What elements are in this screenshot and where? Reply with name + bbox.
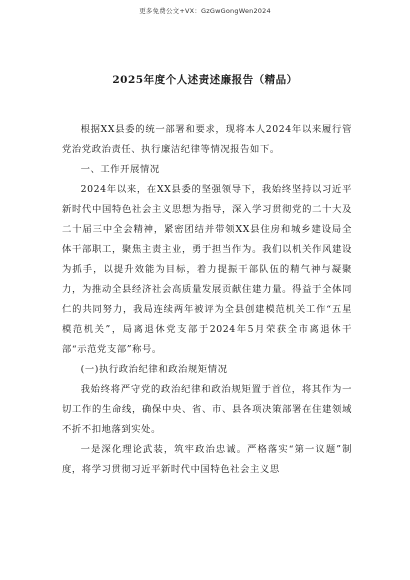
body-paragraph: 我始终将严守党的政治纪律和政治规矩置于首位，将其作为一切工作的生命线，确保中央、省、市、县各项决策部署在住建领域不折不扣地落到实处。 (62, 384, 352, 435)
intro-paragraph: 根据XX县委的统一部署和要求，现将本人2024年以来履行管党治党政治责任、执行廉洁纪律等情况报告如下。 (62, 124, 352, 155)
subsection-heading: (一)执行政治纪律和政治规矩情况 (80, 364, 228, 375)
section-heading: 一、工作开展情况 (80, 164, 160, 175)
document-title: 2025年度个人述责述廉报告（精品） (112, 74, 298, 86)
header-note: 更多免费公文+VX：GzGwGongWen2024 (139, 7, 271, 15)
document-body (62, 120, 352, 480)
body-paragraph: 2024年以来，在XX县委的坚强领导下，我始终坚持以习近平新时代中国特色社会主义思想为指导，深入学习贯彻党的二十大及二十届三中全会精神，紧密团结并带领XX县住房和城乡建设局全体干部职工，聚焦主责主业，勇于担当作为。我们以机关作风建设为抓手，以提升效能为目标，着力提振干部队伍的精气神与凝聚力，为推动全县经济社会高质量发展贡献住建力量。得益于全体同仁的共同努力，我局连续两年被评为全县创建模范机关工作“五星模范机关”，局离退休党支部于2024年5月荣获全市离退休干部“示范党支部”称号。 (62, 184, 352, 355)
body-paragraph: 一是深化理论武装，筑牢政治忠诚。严格落实“第一议题”制度，将学习贯彻习近平新时代中国特色社会主义思 (62, 444, 352, 475)
